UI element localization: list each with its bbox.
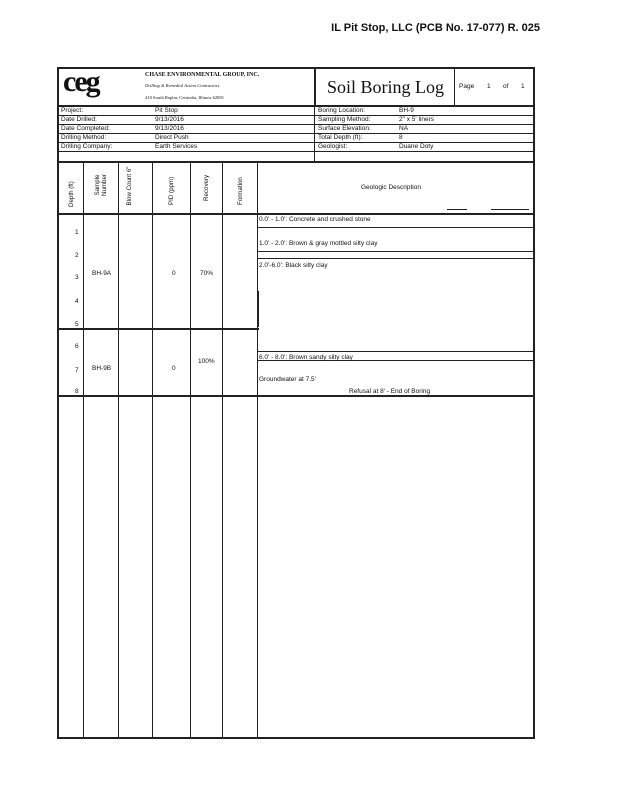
surface-elevation-label: Surface Elevation: bbox=[318, 125, 371, 132]
drilling-method-label: Drilling Method: bbox=[61, 134, 107, 141]
date-completed-value: 9/13/2016 bbox=[155, 125, 184, 132]
pid-column-header: PID (ppm) bbox=[168, 176, 175, 205]
sample-a-number: BH-9A bbox=[92, 270, 112, 277]
depth-7: 7 bbox=[75, 367, 79, 374]
page-header: IL Pit Stop, LLC (PCB No. 17-077) R. 025 bbox=[331, 22, 540, 34]
depth-4: 4 bbox=[75, 298, 79, 305]
drilling-company-label: Drilling Company: bbox=[61, 143, 113, 150]
drilling-method-value: Direct Push bbox=[155, 134, 189, 141]
description-1-2: 1.0' - 2.0': Brown & gray mottled silty clay bbox=[259, 240, 378, 247]
refusal-note: Refusal at 8' - End of Boring bbox=[349, 388, 431, 395]
blow-count-column-header: Blow Count 6" bbox=[126, 166, 133, 206]
sample-a-recovery: 70% bbox=[200, 270, 214, 277]
date-drilled-label: Date Drilled: bbox=[61, 116, 97, 123]
sample-b-number: BH-9B bbox=[92, 365, 112, 372]
total-depth-label: Total Depth (ft): bbox=[318, 134, 363, 141]
depth-2: 2 bbox=[75, 252, 79, 259]
boring-location-label: Boring Location: bbox=[318, 107, 365, 114]
date-completed-label: Date Completed: bbox=[61, 125, 110, 132]
depth-column-header: Depth (ft) bbox=[68, 181, 75, 207]
sampling-method-label: Sampling Method: bbox=[318, 116, 371, 123]
sample-column-header: Sample Number bbox=[94, 174, 108, 197]
description-2-6: 2.0'-6.0': Black silty clay bbox=[259, 262, 328, 269]
depth-6: 6 bbox=[75, 343, 79, 350]
formation-column-header: Formation bbox=[237, 177, 244, 205]
depth-3: 3 bbox=[75, 274, 79, 281]
depth-5: 5 bbox=[75, 321, 79, 328]
sample-b-pid: 0 bbox=[172, 365, 176, 372]
company-tagline: Drilling & Remedial Action Contractors bbox=[145, 83, 220, 88]
description-0-1: 0.0' - 1.0': Concrete and crushed stone bbox=[259, 216, 371, 223]
boring-log-sheet bbox=[57, 67, 535, 739]
project-value: Pit Stop bbox=[155, 107, 178, 114]
sampling-method-value: 2" x 5' liners bbox=[399, 116, 434, 123]
company-address: 410 South Replar, Centralia, Illinois 62801 bbox=[145, 95, 225, 100]
log-title: Soil Boring Log bbox=[327, 77, 445, 97]
drilling-company-value: Earth Services bbox=[155, 143, 198, 150]
boring-location-value: BH-9 bbox=[399, 107, 414, 114]
recovery-column-header: Recovery bbox=[203, 174, 210, 201]
sample-b-recovery: 100% bbox=[198, 358, 215, 365]
surface-elevation-value: NA bbox=[399, 125, 409, 132]
sample-a-pid: 0 bbox=[172, 270, 176, 277]
page-number: 1 bbox=[487, 83, 491, 90]
page-label: Page bbox=[459, 83, 475, 90]
page-total: 1 bbox=[521, 83, 525, 90]
description-column-header: Geologic Description bbox=[361, 184, 421, 191]
depth-1: 1 bbox=[75, 229, 79, 236]
total-depth-value: 8 bbox=[399, 134, 403, 141]
description-6-8: 6.0' - 8.0': Brown sandy silty clay bbox=[259, 354, 353, 361]
date-drilled-value: 9/13/2016 bbox=[155, 116, 184, 123]
depth-8: 8 bbox=[75, 388, 79, 395]
geologist-label: Geologist: bbox=[318, 143, 348, 150]
project-label: Project: bbox=[61, 107, 84, 114]
company-name: CHASE ENVIRONMENTAL GROUP, INC. bbox=[145, 72, 260, 78]
company-logo: ceg bbox=[63, 65, 99, 98]
page-of: of bbox=[503, 83, 509, 90]
groundwater-note: Groundwater at 7.5' bbox=[259, 376, 316, 383]
geologist-value: Duane Doty bbox=[399, 143, 434, 150]
